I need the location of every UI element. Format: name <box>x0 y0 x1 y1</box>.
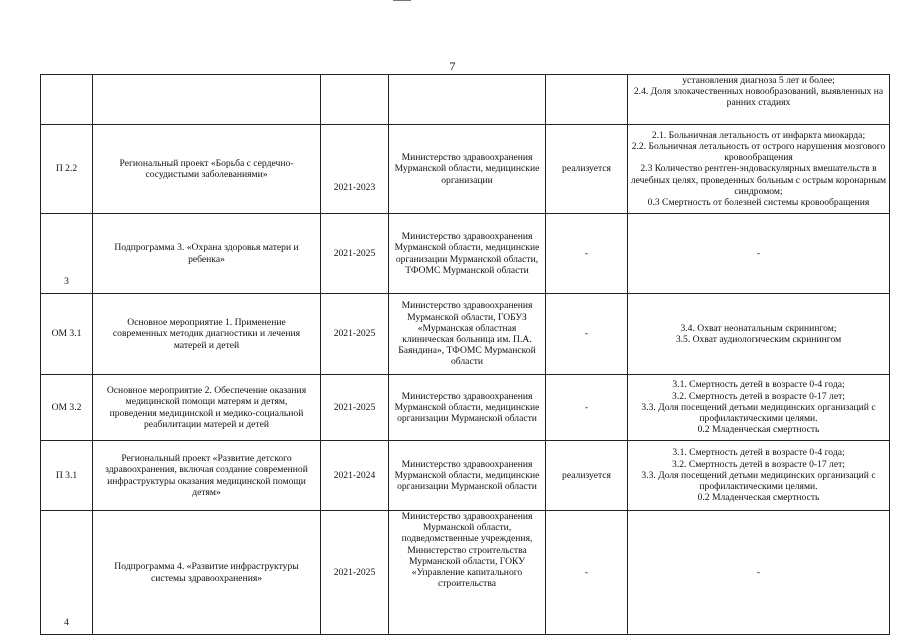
row-executor: Министерство здравоохранения Мурманской области, медицинские организации Мурманской области, ТФОМС Мурманской области <box>389 214 546 294</box>
row-code: ОМ 3.2 <box>41 375 93 441</box>
table-row <box>41 511 890 635</box>
row-period <box>321 75 389 125</box>
row-indicators <box>628 375 890 441</box>
indicator-line: 3.1. Смертность детей в возрасте 0-4 года; <box>672 447 845 459</box>
row-period: 2021-2025 <box>321 511 389 635</box>
indicator-line: 2.1. Больничная летальность от инфаркта миокарда; <box>651 129 866 141</box>
row-executor: Министерство здравоохранения Мурманской области, медицинские организации <box>389 125 546 214</box>
row-period: 2021-2025 <box>321 294 389 375</box>
row-indicators <box>628 125 890 214</box>
header-mark <box>393 0 411 1</box>
table-row <box>41 214 890 294</box>
row-executor: Министерство здравоохранения Мурманской области, ГОБУЗ «Мурманская областная клиническая больница им. П.А. Баяндина», ТФОМС Мурманской области <box>389 294 546 375</box>
row-period: 2021-2023 <box>321 125 389 214</box>
row-code: П 3.1 <box>41 441 93 511</box>
row-executor: Министерство здравоохранения Мурманской области, медицинские организации Мурманской области <box>389 375 546 441</box>
table-row <box>41 441 890 511</box>
row-code: 4 <box>41 511 93 635</box>
indicator-line: 2.2. Больничная летальность от острого нарушения мозгового кровообращения <box>631 140 886 164</box>
indicator-line: 3.3. Доля посещений детьми медицинских организаций с профилактическими целями. <box>641 401 876 425</box>
row-indicators <box>628 294 890 375</box>
indicator-line: 2.4. Доля злокачественных новообразований, выявленных на ранних стадиях <box>633 86 884 109</box>
table-row <box>41 125 890 214</box>
indicator-line: 0.3 Смертность от болезней системы кровообращения <box>647 197 870 208</box>
row-code <box>41 75 93 125</box>
indicator-line: 3.2. Смертность детей в возрасте 0-17 лет; <box>672 390 845 402</box>
indicator-line: установления диагноза 5 лет и более; <box>682 75 835 86</box>
indicator-line: 0.2 Младенческая смертность <box>697 492 820 504</box>
row-period: 2021-2024 <box>321 441 389 511</box>
row-name: Региональный проект «Развитие детского здравоохранения, включая создание современной инфраструктуры оказания медицинской помощи детям» <box>93 441 321 511</box>
page-number: 7 <box>449 59 456 73</box>
row-indicators <box>628 441 890 511</box>
row-name: Подпрограмма 3. «Охрана здоровья матери и ребенка» <box>93 214 321 294</box>
row-indicators <box>628 214 890 294</box>
row-status: - <box>546 511 628 635</box>
indicator-line: 3.1. Смертность детей в возрасте 0-4 года; <box>672 379 845 391</box>
row-status: - <box>546 214 628 294</box>
row-name: Региональный проект «Борьба с сердечно-сосудистыми заболеваниями» <box>93 125 321 214</box>
table-row <box>41 375 890 441</box>
row-status: - <box>546 294 628 375</box>
row-code: П 2.2 <box>41 125 93 214</box>
row-name <box>93 75 321 125</box>
indicator-line: - <box>756 566 761 578</box>
row-executor: Министерство здравоохранения Мурманской области, медицинские организации Мурманской области <box>389 441 546 511</box>
row-status: реализуется <box>546 125 628 214</box>
indicator-line: 3.5. Охват аудиологическим скринингом <box>675 334 842 345</box>
row-status: реализуется <box>546 441 628 511</box>
row-period: 2021-2025 <box>321 375 389 441</box>
row-code: 3 <box>41 214 93 294</box>
row-executor: Министерство здравоохранения Мурманской области, подведомственные учреждения, Министерство строительства Мурманской области, ГОКУ «Управление капитального строительства <box>389 511 546 635</box>
table-row <box>41 75 890 125</box>
row-code: ОМ 3.1 <box>41 294 93 375</box>
indicator-line: 3.2. Смертность детей в возрасте 0-17 лет; <box>672 458 845 470</box>
row-name: Основное мероприятие 1. Применение современных методик диагностики и лечения матерей и детей <box>93 294 321 375</box>
table-row <box>41 294 890 375</box>
program-table <box>40 74 890 635</box>
row-indicators <box>628 511 890 635</box>
indicator-line: 3.3. Доля посещений детьми медицинских организаций с профилактическими целями. <box>641 469 876 493</box>
indicator-line: 3.4. Охват неонатальным скринингом; <box>680 322 837 334</box>
row-name: Основное мероприятие 2. Обеспечение оказания медицинской помощи матерям и детям, проведения медицинской и медико-социальной реабилитации матерей и детей <box>93 375 321 441</box>
row-period: 2021-2025 <box>321 214 389 294</box>
row-indicators <box>628 75 890 125</box>
indicator-line: 0.2 Младенческая смертность <box>697 424 820 436</box>
indicator-line: 2.3 Количество рентген-эндоваскулярных вмешательств в лечебных целях, проведенных больным с острым коронарным синдромом; <box>630 163 887 197</box>
indicator-line: - <box>756 247 761 259</box>
row-status: - <box>546 375 628 441</box>
row-status <box>546 75 628 125</box>
row-name: Подпрограмма 4. «Развитие инфраструктуры системы здравоохранения» <box>93 511 321 635</box>
row-executor <box>389 75 546 125</box>
